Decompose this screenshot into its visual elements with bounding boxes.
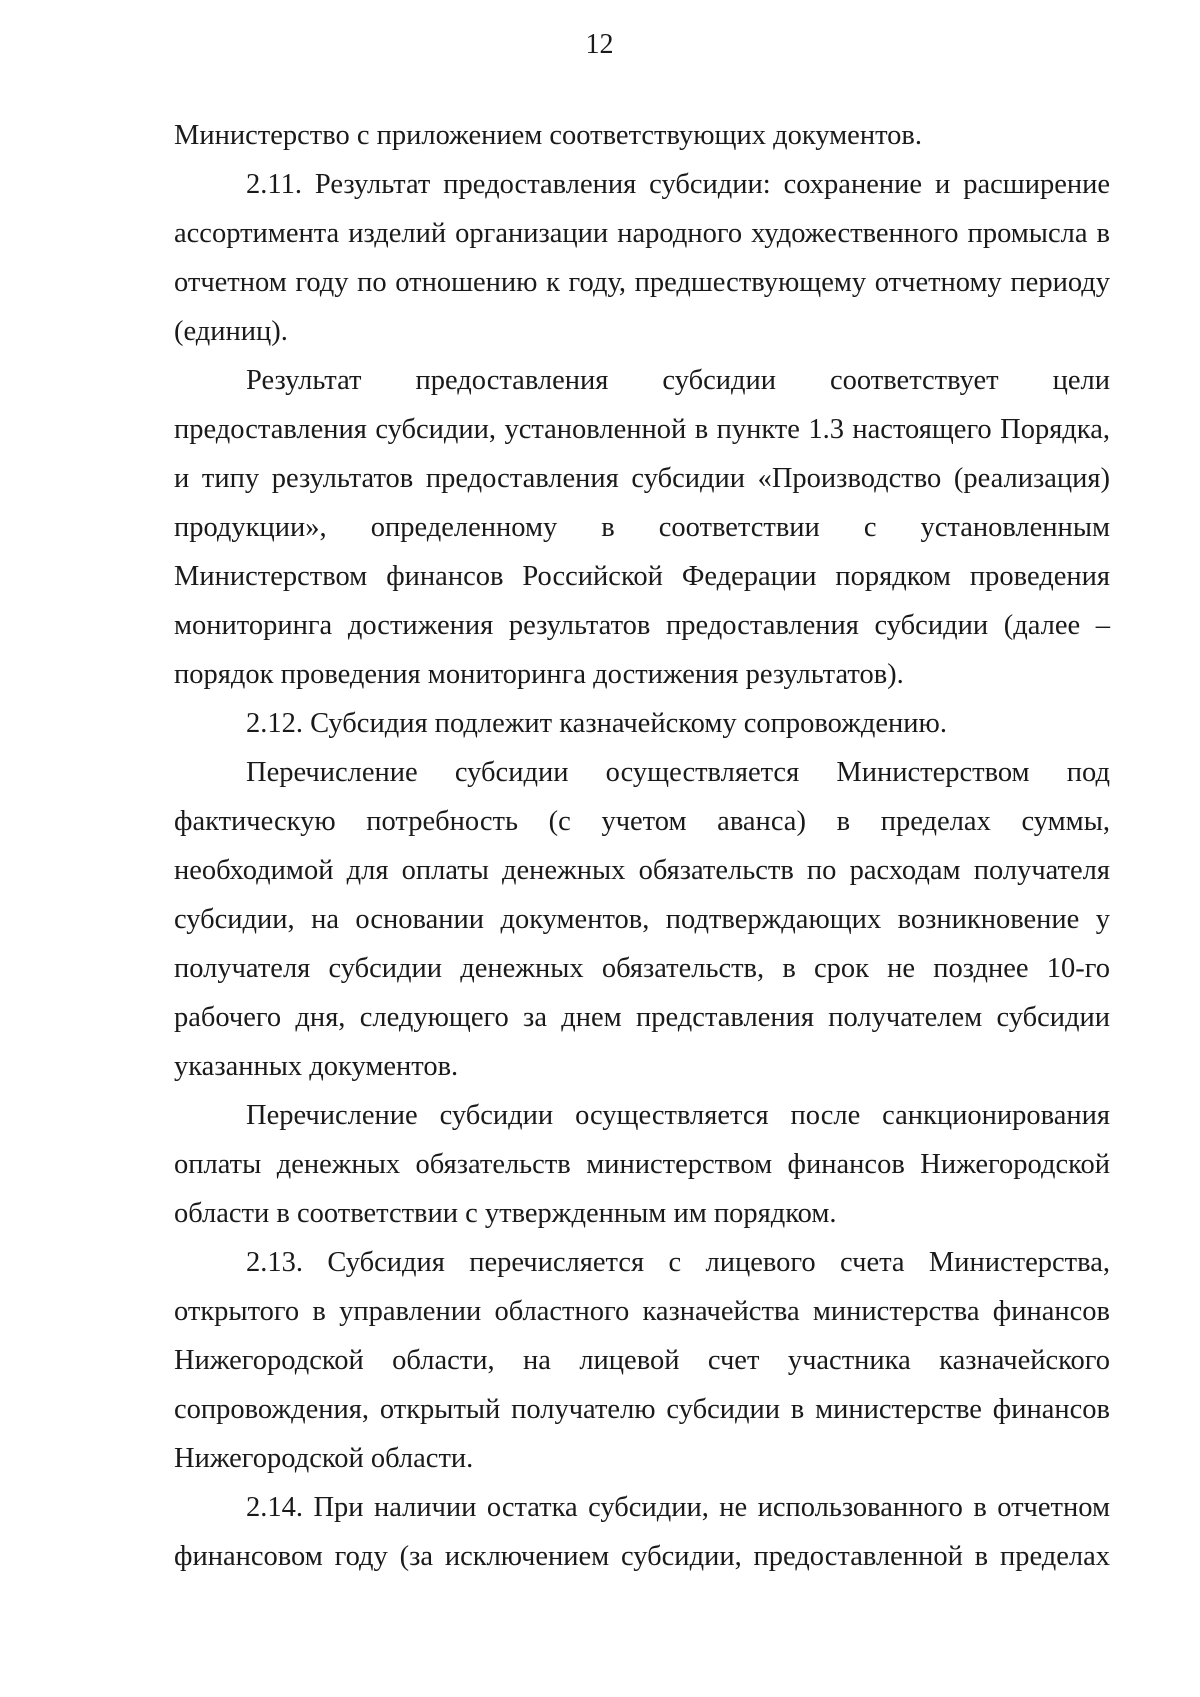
page-number: 12 (585, 29, 614, 60)
paragraph-continuation: Министерство с приложением соответствующих документов. (174, 120, 922, 151)
paragraph-2-14: 2.14. При наличии остатка субсидии, не использованного в отчетном финансовом году (за исключением субсидии, предоставленной в пределах (174, 1492, 1110, 1572)
paragraph-transfer-authorization: Перечисление субсидии осуществляется после санкционирования оплаты денежных обязательств министерством финансов Нижегородской области в соответствии с утвержденным им порядком. (174, 1100, 1110, 1229)
paragraph-2-11: 2.11. Результат предоставления субсидии: сохранение и расширение ассортимента изделий организации народного художественного промысла в отчетном году по отношению к году, предшествующему отчетному периоду (единиц). (174, 169, 1110, 347)
paragraph-2-12: 2.12. Субсидия подлежит казначейскому сопровождению. (246, 708, 947, 739)
paragraph-result-compliance: Результат предоставления субсидии соответствует цели предоставления субсидии, установленной в пункте 1.3 настоящего Порядка, и типу результатов предоставления субсидии «Производство (реализация) продукции», определенному в соответствии с установленным Министерством финансов Российской Федерации порядком проведения мониторинга достижения результатов предоставления субсидии (далее – порядок проведения мониторинга достижения результатов). (174, 365, 1110, 690)
paragraph-2-13: 2.13. Субсидия перечисляется с лицевого счета Министерства, открытого в управлении областного казначейства министерства финансов Нижегородской области, на лицевой счет участника казначейского сопровождения, открытый получателю субсидии в министерстве финансов Нижегородской области. (174, 1247, 1110, 1474)
paragraph-transfer-need: Перечисление субсидии осуществляется Министерством под фактическую потребность (с учетом аванса) в пределах суммы, необходимой для оплаты денежных обязательств по расходам получателя субсидии, на основании документов, подтверждающих возникновение у получателя субсидии денежных обязательств, в срок не позднее 10-го рабочего дня, следующего за днем представления получателем субсидии указанных документов. (174, 757, 1110, 1082)
document-body (174, 111, 1110, 1581)
